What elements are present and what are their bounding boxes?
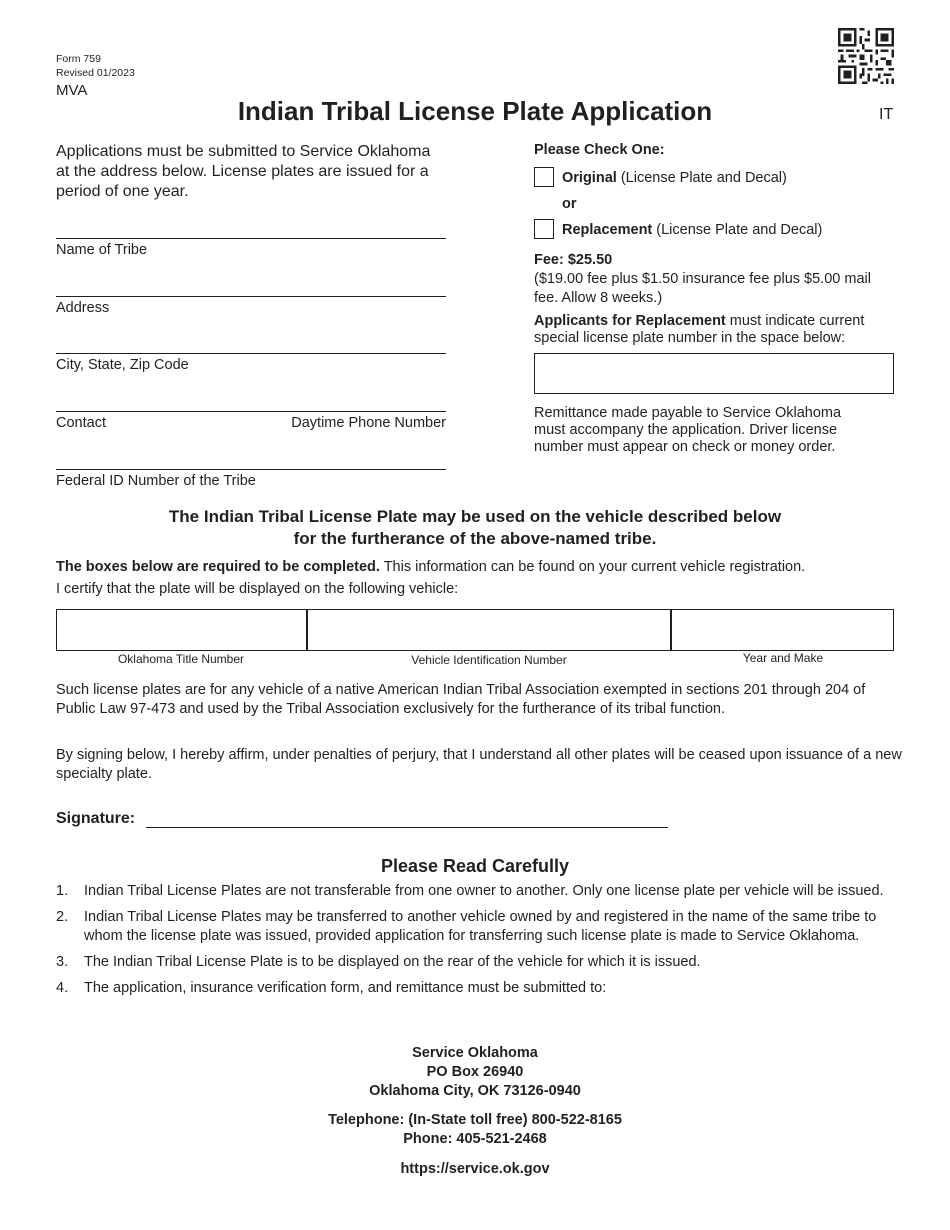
contact-label: Contact (56, 415, 106, 431)
website-link[interactable]: https://service.ok.gov (400, 1161, 550, 1177)
replacement-checkbox[interactable] (534, 219, 554, 239)
city-state-zip-line[interactable] (56, 353, 446, 354)
page-title: Indian Tribal License Plate Application (237, 96, 713, 126)
agency-code: MVA (56, 82, 88, 99)
list-item (56, 979, 896, 998)
list-item-text: Indian Tribal License Plates may be transferred to another vehicle owned by and registered in the name of the same tribe to whom the license plate was issued, provided application for transferring such license plate is made to Service Oklahoma. (84, 909, 877, 944)
replacement-note-bold: Applicants for Replacement (534, 313, 726, 329)
phone-number: Phone: 405-521-2468 (403, 1131, 547, 1147)
list-item-text: The application, insurance verification form, and remittance must be submitted to: (84, 980, 607, 996)
address-line[interactable] (56, 296, 446, 297)
remittance-note: Remittance made payable to Service Oklahoma must accompany the application. Driver license number must appear on check or money order. (534, 405, 842, 455)
replacement-rest: (License Plate and Decal) (652, 222, 823, 238)
required-rest: This information can be found on your current vehicle registration. (379, 559, 806, 575)
title-number-input[interactable] (56, 609, 308, 651)
title-number-label: Oklahoma Title Number (117, 652, 245, 666)
original-rest: (License Plate and Decal) (616, 170, 787, 186)
list-item-number: 2. (56, 909, 69, 925)
plate-code: IT (879, 106, 894, 123)
affirm-paragraph: By signing below, I hereby affirm, under penalties of perjury, that I understand all other plates will be ceased upon issuance of a new specialty plate. (56, 747, 902, 782)
read-carefully-heading: Please Read Carefully (380, 856, 570, 876)
federal-id-line[interactable] (56, 469, 446, 470)
vin-input[interactable] (306, 609, 672, 651)
plate-number-input[interactable] (534, 353, 894, 394)
list-item-number: 3. (56, 954, 69, 970)
contact-line[interactable] (56, 411, 446, 412)
certify-text: I certify that the plate will be displayed on the following vehicle: (56, 581, 459, 597)
list-item (56, 882, 896, 901)
city-state-zip-label: City, State, Zip Code (56, 357, 189, 373)
list-item (56, 908, 896, 946)
list-item-number: 4. (56, 980, 69, 996)
federal-id-label: Federal ID Number of the Tribe (56, 473, 256, 489)
vehicle-heading-2: for the furtherance of the above-named tribe. (293, 529, 657, 548)
replacement-note-rest: must indicate current special license plate number in the space below: (534, 313, 865, 346)
required-note (56, 558, 916, 577)
toll-free-phone: Telephone: (In-State toll free) 800-522-8165 (328, 1112, 622, 1128)
qr-code-icon (838, 28, 894, 84)
replacement-note (534, 313, 899, 347)
fee-detail: ($19.00 fee plus $1.50 insurance fee plus $5.00 mail fee. Allow 8 weeks.) (534, 271, 871, 306)
list-item (56, 953, 896, 972)
check-one-heading: Please Check One: (534, 142, 665, 158)
list-item-text: Indian Tribal License Plates are not transferable from one owner to another. Only one license plate per vehicle will be issued. (84, 883, 884, 899)
fee-label: Fee: $25.50 (534, 252, 613, 268)
mailing-city: Oklahoma City, OK 73126-0940 (369, 1083, 581, 1099)
replacement-bold: Replacement (562, 222, 653, 238)
original-bold: Original (562, 170, 617, 186)
form-number: Form 759 (56, 53, 101, 65)
address-label: Address (56, 300, 110, 316)
year-make-label: Year and Make (742, 651, 824, 665)
or-label: or (562, 196, 577, 212)
replacement-option-label (562, 222, 822, 238)
original-option-label (562, 170, 787, 186)
read-carefully-list (56, 882, 896, 1005)
law-paragraph: Such license plates are for any vehicle of a native American Indian Tribal Association exempted in sections 201 through 204 of Public Law 97-473 and used by the Tribal Association exclusively for the furtherance of its tribal function. (56, 682, 866, 717)
original-checkbox[interactable] (534, 167, 554, 187)
vehicle-heading-1: The Indian Tribal License Plate may be used on the vehicle described below (168, 507, 782, 526)
signature-label: Signature: (56, 810, 136, 827)
phone-label: Daytime Phone Number (291, 415, 446, 431)
revised-date: Revised 01/2023 (56, 67, 135, 79)
list-item-number: 1. (56, 883, 69, 899)
mailing-po-box: PO Box 26940 (426, 1064, 524, 1080)
required-bold: The boxes below are required to be completed. (56, 559, 380, 575)
year-make-input[interactable] (670, 609, 894, 651)
tribe-name-line[interactable] (56, 238, 446, 239)
mailing-name: Service Oklahoma (412, 1045, 538, 1061)
signature-line[interactable] (146, 827, 668, 828)
intro-text: Applications must be submitted to Service Oklahoma at the address below. License plates are issued for a period of one year. (56, 143, 431, 200)
vin-label: Vehicle Identification Number (411, 653, 567, 667)
list-item-text: The Indian Tribal License Plate is to be displayed on the rear of the vehicle for which it is issued. (84, 954, 701, 970)
tribe-name-label: Name of Tribe (56, 242, 148, 258)
